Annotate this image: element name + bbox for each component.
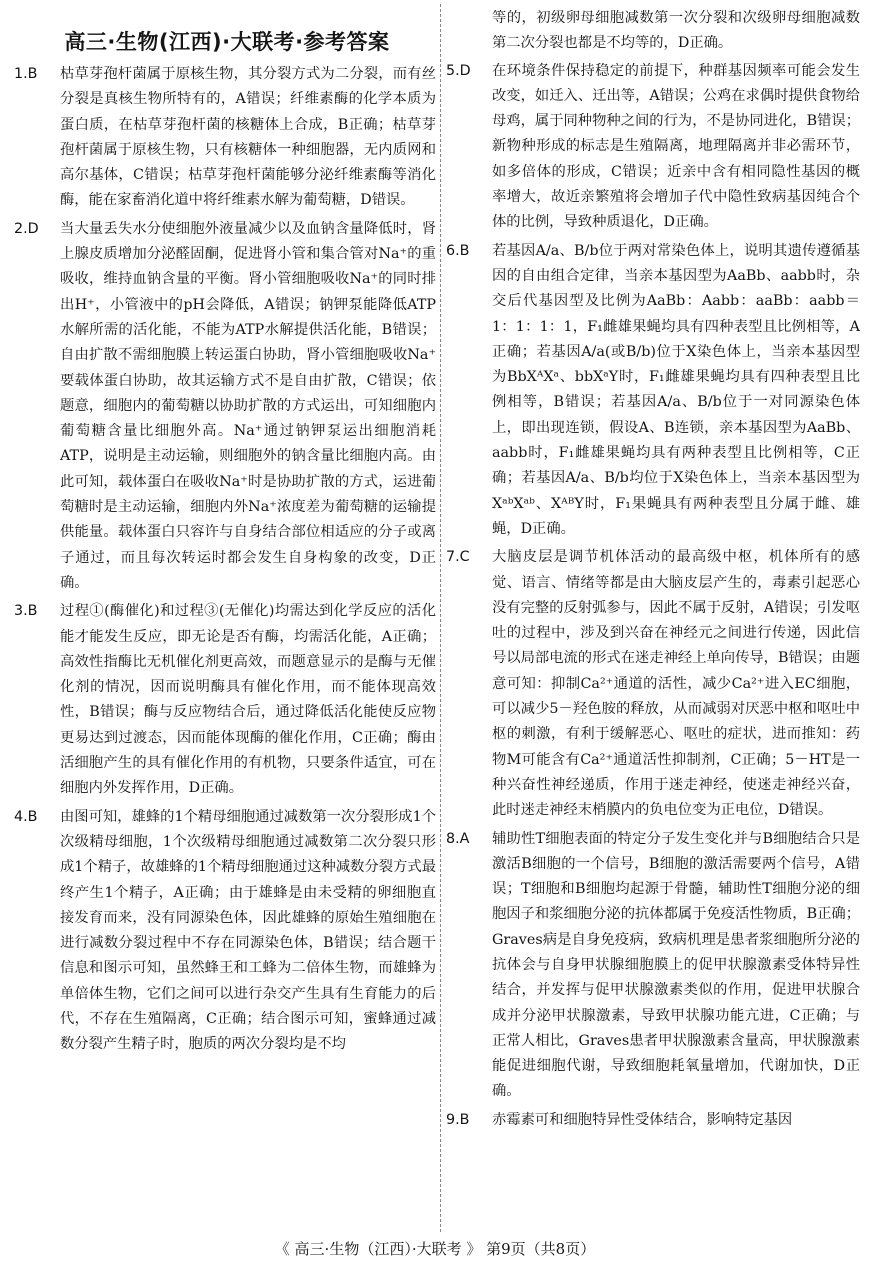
answer-explanation: 大脑皮层是调节机体活动的最高级中枢，机体所有的感觉、语言、情绪等都是由大脑皮层产生的，毒素引起恶心没有完整的反射弧参与，因此不属于反射，A错误；引发呕吐的过程中，涉及到兴奋在神经元之间进行传递，因此信号以局部电流的形式在迷走神经上单向传导，B错误；由题意可知：抑制Ca²⁺通道的活性，减少Ca²⁺进入EC细胞，可以减少5－羟色胺的释放，从而减弱对厌恶中枢和呕吐中枢的刺激，有利于缓解恶心、呕吐的症状，进而推知：药物M可能含有Ca²⁺通道活性抑制剂，C正确；5－HT是一种兴奋性神经递质，作用于迷走神经，使迷走神经兴奋，此时迷走神经末梢膜内的负电位变为正电位，D错误。 [492, 549, 860, 819]
answer-item-9 [446, 1108, 860, 1133]
right-column [446, 6, 860, 1228]
column-divider [440, 4, 441, 1232]
answer-item-1 [14, 62, 436, 214]
answer-item-8 [446, 827, 860, 1105]
answer-item-2 [14, 217, 436, 596]
answer-number: 6.B [446, 242, 470, 259]
answer-number: 5.D [446, 62, 471, 79]
answer-item-5 [446, 59, 860, 236]
answer-explanation: 辅助性T细胞表面的特定分子发生变化并与B细胞结合只是激活B细胞的一个信号，B细胞的激活需要两个信号，A错误；T细胞和B细胞均起源于骨髓，辅助性T细胞分泌的细胞因子和浆细胞分泌的抗体都属于免疫活性物质，B正确；Graves病是自身免疫病，致病机理是患者浆细胞所分泌的抗体会与自身甲状腺细胞膜上的促甲状腺激素受体特异性结合，并发挥与促甲状腺激素类似的作用，促进甲状腺合成并分泌甲状腺激素，导致甲状腺功能亢进，C正确；与正常人相比，Graves患者甲状腺激素含量高，甲状腺激素能促进细胞代谢，导致细胞耗氧量增加，代谢加快，D正确。 [492, 830, 860, 1100]
answer-explanation: 在环境条件保持稳定的前提下，种群基因频率可能会发生改变，如迁入、迁出等，A错误；公鸡在求偶时提供食物给母鸡，属于同种物种之间的行为，不是协同进化，B错误；新物种形成的标志是生殖隔离，地理隔离并非必需环节，如多倍体的形成，C错误；近亲中含有相同隐性基因的概率增大，故近亲繁殖将会增加子代中隐性致病基因纯合个体的比例，导致种质退化，D正确。 [492, 62, 860, 231]
answer-4-continuation: 等的，初级卵母细胞减数第一次分裂和次级卵母细胞减数第二次分裂也都是不均等的，D正确。 [492, 10, 860, 52]
answer-explanation: 若基因A/a、B/b位于两对常染色体上，说明其遗传遵循基因的自由组合定律，当亲本基因型为AaBb、aabb时，杂交后代基因型及比例为AaBb：Aabb：aaBb：aabb＝1：1：1：1，F₁雌雄果蝇均具有四种表型且比例相等，A正确；若基因A/a(或B/b)位于X染色体上，当亲本基因型为BbXᴬXᵃ、bbXᵃY时，F₁雌雄果蝇均具有四种表型且比例相等，B错误；若基因A/a、B/b位于一对同源染色体上，即出现连锁，假设A、B连锁，亲本基因型为AaBb、aabb时，F₁雌雄果蝇均具有两种表型且比例相等，C正确；若基因A/a、B/b均位于X染色体上，当亲本基因型为XᵃᵇXᵃᵇ、XᴬᴮY时，F₁果蝇具有两种表型且分属于雌、雄蝇，D正确。 [492, 242, 860, 537]
answer-item-6 [446, 239, 860, 543]
answer-explanation: 赤霉素可和细胞特异性受体结合，影响特定基因 [492, 1111, 793, 1128]
answer-number: 4.B [14, 808, 38, 825]
answer-number: 3.B [14, 603, 38, 620]
answer-explanation: 当大量丢失水分使细胞外液量减少以及血钠含量降低时，肾上腺皮质增加分泌醛固酮，促进肾小管和集合管对Na⁺的重吸收，维持血钠含量的平衡。肾小管细胞吸收Na⁺的同时排出H⁺，小管液中的pH会降低，A错误；钠钾泵能降低ATP水解所需的活化能，不能为ATP水解提供活化能，B错误；自由扩散不需细胞膜上转运蛋白协助，肾小管细胞吸收Na⁺要载体蛋白协助，故其运输方式不是自由扩散，C错误；依题意，细胞内的葡萄糖以协助扩散的方式运出，可知细胞内葡萄糖含量比细胞外高。Na⁺通过钠钾泵运出细胞消耗ATP，说明是主动运输，则细胞外的钠含量比细胞内高。由此可知，载体蛋白在吸收Na⁺时是协助扩散的方式，运进葡萄糖时是主动运输，细胞内外Na⁺浓度差为葡萄糖的运输提供能量。载体蛋白只容许与自身结合部位相适应的分子或离子通过，而且每次转运时都会发生自身构象的改变，D正确。 [60, 220, 436, 591]
left-column [14, 62, 436, 1228]
answer-explanation: 枯草芽孢杆菌属于原核生物，其分裂方式为二分裂，而有丝分裂是真核生物所特有的，A错误；纤维素酶的化学本质为蛋白质，在枯草芽孢杆菌的核糖体上合成，B正确；枯草芽孢杆菌属于原核生物，只有核糖体一种细胞器，无内质网和高尔基体，C错误；枯草芽孢杆菌能够分泌纤维素酶等消化酶，能在家畜消化道中将纤维素水解为葡萄糖，D错误。 [60, 66, 436, 209]
page-footer: 《 高三·生物（江西）·大联考 》 第9页（共8页） [274, 1240, 596, 1258]
answer-item-7 [446, 545, 860, 823]
answer-item-3 [14, 599, 436, 801]
answer-number: 9.B [446, 1111, 470, 1128]
answer-number: 1.B [14, 66, 38, 82]
page-title: 高三·生物(江西)·大联考·参考答案 [64, 30, 390, 54]
answer-explanation: 由图可知，雄蜂的1个精母细胞通过减数第一次分裂形成1个次级精母细胞，1个次级精母细胞通过减数第二次分裂只形成1个精子，故雄蜂的1个精母细胞通过这种减数分裂方式最终产生1个精子，A正确；由于雄蜂是由未受精的卵细胞直接发育而来，没有同源染色体，因此雄蜂的原始生殖细胞在进行减数分裂过程中不存在同源染色体，B错误；结合题干信息和图示可知，虽然蜂王和工蜂为二倍体生物，而雄蜂为单倍体生物，它们之间可以进行杂交产生具有生育能力的后代，不存在生殖隔离，C正确；结合图示可知，蜜蜂通过减数分裂产生精子时，胞质的两次分裂均是不均 [60, 808, 436, 1053]
answer-item-4 [14, 805, 436, 1058]
answer-explanation: 过程①(酶催化)和过程③(无催化)均需达到化学反应的活化能才能发生反应，即无论是否有酶，均需活化能，A正确；高效性指酶比无机催化剂更高效，而题意显示的是酶与无催化剂的情况，因而说明酶具有催化作用，而不能体现高效性，B错误；酶与反应物结合后，通过降低活化能使反应物更易达到过渡态，因而能体现酶的催化作用，C正确；酶由活细胞产生的具有催化作用的有机物，只要条件适宜，可在细胞内外发挥作用，D正确。 [60, 603, 436, 797]
answer-number: 2.D [14, 220, 39, 237]
answer-number: 7.C [446, 549, 470, 566]
answer-number: 8.A [446, 830, 470, 847]
